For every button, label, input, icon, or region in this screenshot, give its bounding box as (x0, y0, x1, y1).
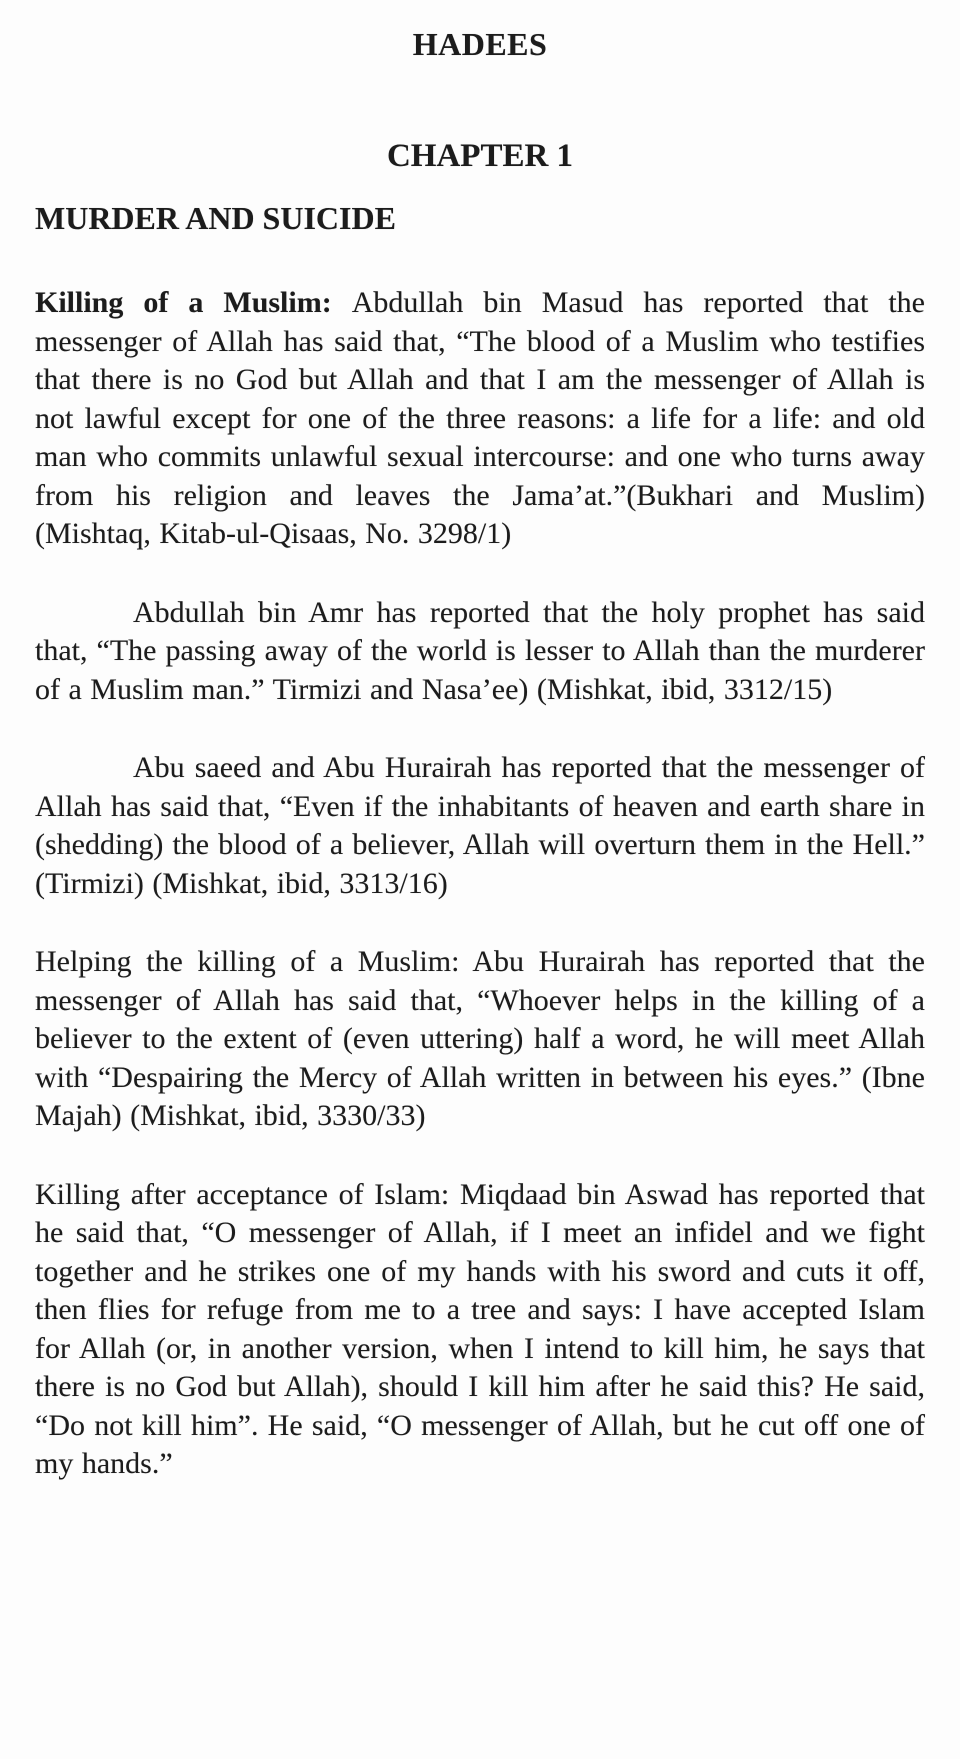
section-heading: MURDER AND SUICIDE (35, 200, 396, 236)
paragraph-lead: Killing of a Muslim: (35, 286, 352, 319)
paragraph-2: Abdullah bin Amr has reported that the holy prophet has said that, “The passing away of the world is lesser to Allah than the murderer of a Muslim man.” Tirmizi and Nasa’ee) (Mishkat, ibid, 3312/15) (35, 595, 925, 706)
paragraph-4: Helping the killing of a Muslim: Abu Hurairah has reported that the messenger of Allah has said that, “Whoever helps in the killing of a believer to the extent of (even uttering) half a word, he will meet Allah with “Despairing the Mercy of Allah written in between his eyes.” (Ibne Majah) (Mishkat, ibid, 3330/33) (35, 945, 925, 1132)
body-text (35, 284, 925, 1484)
chapter-heading: CHAPTER 1 (386, 138, 574, 174)
paragraph-1: Killing of a Muslim: Abdullah bin Masud has reported that the messenger of Allah has said that, “The blood of a Muslim who testifies that there is no God but Allah and that I am the messenger of Allah is not lawful except for one of the three reasons: a life for a life: and old man who commits unlawful sexual intercourse: and one who turns away from his religion and leaves the Jama’at.”(Bukhari and Muslim) (Mishtaq, Kitab-ul-Qisaas, No. 3298/1) (35, 286, 925, 550)
paragraph-3: Abu saeed and Abu Hurairah has reported that the messenger of Allah has said that, “Even if the inhabitants of heaven and earth share in (shedding) the blood of a believer, Allah will overturn them in the Hell.” (Tirmizi) (Mishkat, ibid, 3313/16) (35, 751, 925, 900)
paragraph-5: Killing after acceptance of Islam: Miqdaad bin Aswad has reported that he said that, “O messenger of Allah, if I meet an infidel and we fight together and he strikes one of my hands with his sword and cuts it off, then flies for refuge from me to a tree and says: I have accepted Islam for Allah (or, in another version, when I intend to kill him, he says that there is no God but Allah), should I kill him after he said this? He said, “Do not kill him”. He said, “O messenger of Allah, but he cut off one of my hands.” (35, 1177, 925, 1480)
document-title: HADEES (412, 26, 548, 62)
